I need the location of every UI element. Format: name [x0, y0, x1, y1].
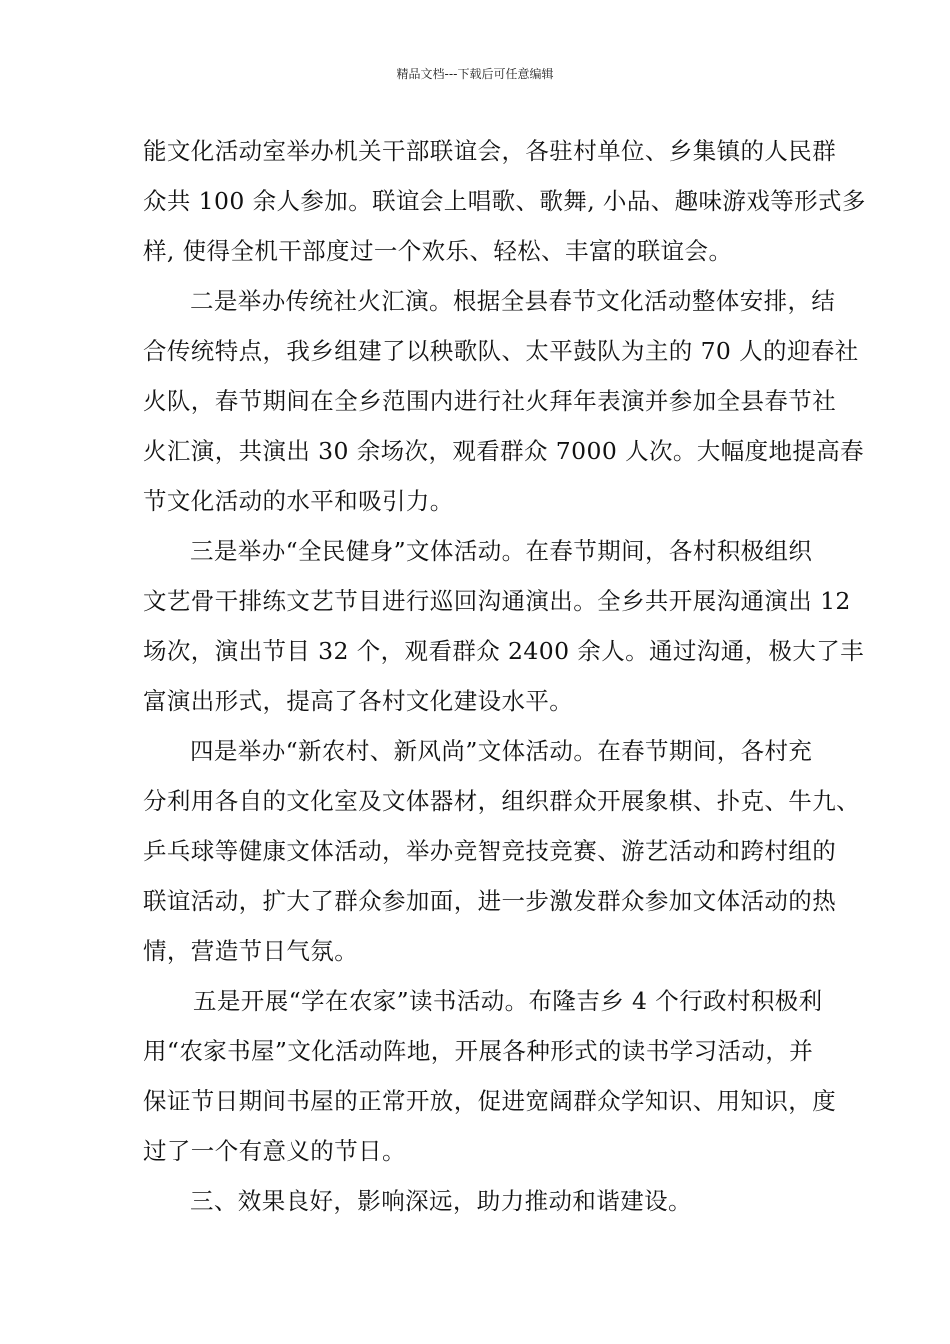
text-line: 场次，演出节目 32 个，观看群众 2400 余人。通过沟通，极大了丰: [143, 637, 865, 665]
text-line: 合传统特点，我乡组建了以秧歌队、太平鼓队为主的 70 人的迎春社: [143, 337, 859, 365]
text-line: 分利用各自的文化室及文体器材，组织群众开展象棋、扑克、牛九、: [143, 787, 860, 815]
text-line: 富演出形式，提高了各村文化建设水平。: [143, 687, 574, 715]
text-line: 保证节日期间书屋的正常开放，促进宽阔群众学知识、用知识，度: [143, 1087, 837, 1115]
text-line: 过了一个有意义的节日。: [143, 1137, 406, 1165]
text-line: 节文化活动的水平和吸引力。: [143, 487, 454, 515]
page-header: 精品文档---下载后可任意编辑: [396, 67, 554, 81]
text-line: 样, 使得全机干部度过一个欢乐、轻松、丰富的联谊会。: [143, 237, 733, 265]
text-line: 文艺骨干排练文艺节目进行巡回沟通演出。全乡共开展沟通演出 12: [143, 587, 851, 615]
text-line: 火队，春节期间在全乡范围内进行社火拜年表演并参加全县春节社: [143, 387, 837, 415]
text-line: 联谊活动，扩大了群众参加面，进一步激发群众参加文体活动的热: [143, 887, 837, 915]
text-line: 乒乓球等健康文体活动，举办竞智竞技竞赛、游艺活动和跨村组的: [143, 837, 837, 865]
text-line: 众共 100 余人参加。联谊会上唱歌、歌舞, 小品、趣味游戏等形式多: [143, 187, 866, 215]
text-line: 火汇演，共演出 30 余场次，观看群众 7000 人次。大幅度地提高春: [143, 437, 865, 465]
document-body: [143, 126, 866, 1226]
section-heading: 三、效果良好，影响深远，助力推动和谐建设。: [190, 1187, 692, 1215]
paragraph-start-line: 三是举办“全民健身”文体活动。在春节期间，各村积极组织: [190, 537, 813, 565]
paragraph-start-line: 四是举办“新农村、新风尚”文体活动。在春节期间，各村充: [190, 737, 813, 765]
paragraph-start-line: 五是开展“学在农家”读书活动。布隆吉乡 4 个行政村积极利: [193, 987, 823, 1015]
text-line: 能文化活动室举办机关干部联谊会，各驻村单位、乡集镇的人民群: [143, 137, 837, 165]
text-line: 用“农家书屋”文化活动阵地，开展各种形式的读书学习活动，并: [143, 1037, 814, 1065]
paragraph-start-line: 二是举办传统社火汇演。根据全县春节文化活动整体安排，结: [190, 287, 836, 315]
text-line: 情，营造节日气氛。: [143, 937, 359, 965]
